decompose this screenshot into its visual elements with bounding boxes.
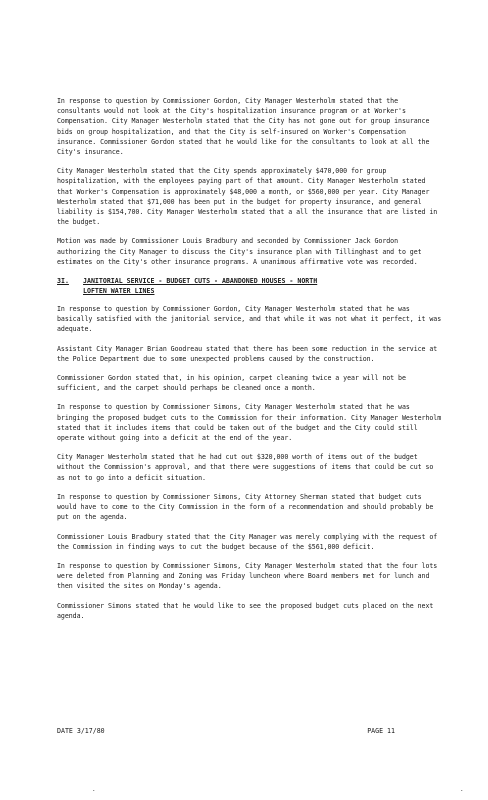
scan-mark-right: . bbox=[460, 786, 464, 793]
paragraph: In response to question by Commissioner Gordon, City Manager Westerholm stated that he was basically satisfied with the janitorial service, and that while it was not what it perfect, it was adequate. bbox=[57, 305, 442, 334]
paragraph: Assistant City Manager Brian Goodreau stated that there has been some reduction in the service at the Police Department due to some unexpected problems caused by the construction. bbox=[57, 344, 438, 363]
bottom-paragraphs bbox=[57, 304, 445, 621]
section-heading bbox=[57, 276, 445, 296]
paragraph: City Manager Westerholm stated that the City spends approximately $470,000 for group hospitalization, with the employees paying part of that amount. City Manager Westerholm stated that Worker's Compensation is approximately $48,000 a month, or $560,000 per year. City Manager Westerholm stated that $71,000 has been put in the budget for property insurance, and general liability is $154,700. City Manager Westerholm stated that a all the insurance that are listed in the budget. bbox=[57, 167, 438, 227]
paragraph: Motion was made by Commissioner Louis Bradbury and seconded by Commissioner Jack Gordon authorizing the City Manager to discuss the City's insurance plan with Tillinghast and to get estimates on the City's other insurance programs. A unanimous affirmative vote was recorded. bbox=[57, 237, 422, 266]
footer-page-number: PAGE 11 bbox=[367, 727, 395, 735]
page-footer bbox=[57, 726, 445, 736]
top-paragraphs bbox=[57, 96, 445, 267]
paragraph: Commissioner Simons stated that he would like to see the proposed budget cuts placed on the next agenda. bbox=[57, 601, 434, 620]
paragraph: Commissioner Louis Bradbury stated that the City Manager was merely complying with the request of the Commission in finding ways to cut the budget because of the $561,000 deficit. bbox=[57, 532, 438, 551]
section-number: 3I. bbox=[57, 277, 69, 286]
paragraph: In response to question by Commissioner Simons, City Manager Westerholm stated that he was bringing the proposed budget cuts to the Commission for their information. City Manager Westerholm stated that it includes items that could be taken out of the budget and the City could still operate without going into a deficit at the end of the year. bbox=[57, 403, 442, 443]
section-title-line1: JANITORIAL SERVICE - BUDGET CUTS - ABANDONED HOUSES - NORTH bbox=[83, 277, 318, 286]
paragraph: In response to question by Commissioner Simons, City Attorney Sherman stated that budget cuts would have to come to the City Commission in the form of a recommendation and should probably be put on the agenda. bbox=[57, 492, 434, 522]
section-title bbox=[83, 276, 317, 296]
footer-date: DATE 3/17/80 bbox=[57, 727, 105, 735]
paragraph: City Manager Westerholm stated that he had cut out $320,000 worth of items out of the budget without the Commission's approval, and that there were suggestions of items that could be cut so as not to go into a deficit situation. bbox=[57, 453, 434, 482]
scan-mark-left: . bbox=[92, 786, 96, 793]
paragraph: In response to question by Commissioner Gordon, City Manager Westerholm stated that the consultants would not look at the City's hospitalization insurance program or at Worker's Compensation. City Manager Westerholm stated that the City has not gone out for group insurance bids on group hospitalization, and that the City is self-insured on Worker's Compensation insurance. Commissioner Gordon stated that he would like for the consultants to look at all the City's insurance. bbox=[57, 97, 430, 157]
section-title-line2: LOFTEN WATER LINES bbox=[83, 287, 155, 296]
paragraph: Commissioner Gordon stated that, in his opinion, carpet cleaning twice a year will not be sufficient, and the carpet should perhaps be cleaned once a month. bbox=[57, 374, 406, 393]
paragraph: In response to question by Commissioner Simons, City Manager Westerholm stated that the four lots were deleted from Planning and Zoning was Friday luncheon where Board members met for lunch and then visited the sites on Monday's agenda. bbox=[57, 561, 438, 591]
document-page bbox=[57, 96, 445, 630]
